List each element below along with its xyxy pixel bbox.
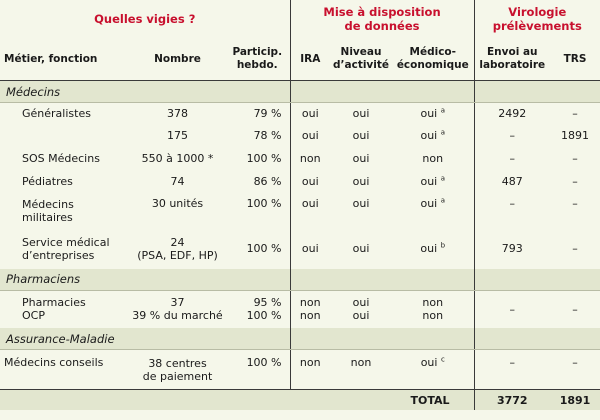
col-header-medico-line2: économique bbox=[396, 59, 469, 71]
table-row bbox=[0, 103, 600, 125]
cell-ira: oui bbox=[290, 193, 330, 229]
cell-envoi: – bbox=[474, 290, 550, 328]
cell-trs: – bbox=[572, 174, 578, 188]
cell-metier: SOS Médecins bbox=[22, 151, 100, 165]
cell-nombre: 30 unités bbox=[151, 196, 204, 210]
cell-envoi: – bbox=[474, 147, 550, 170]
col-header-particip-line2: hebdo. bbox=[236, 59, 278, 71]
group-header-vigies bbox=[0, 0, 290, 38]
cell-medico-value: oui bbox=[420, 107, 438, 121]
cell-ira: oui bbox=[290, 170, 330, 193]
cell-particip: 86 % bbox=[253, 174, 282, 188]
cell-envoi: – bbox=[474, 125, 550, 147]
cell-medico bbox=[392, 170, 474, 193]
cell-particip bbox=[225, 290, 290, 328]
table-row bbox=[0, 290, 600, 328]
cell-ira-line2: non bbox=[299, 309, 321, 323]
cell-ira: oui bbox=[290, 103, 330, 125]
cell-medico bbox=[392, 290, 474, 328]
cell-trs: – bbox=[572, 107, 578, 121]
cell-ira bbox=[290, 290, 330, 328]
col-header-envoi-line2: laboratoire bbox=[479, 59, 546, 71]
cell-trs: – bbox=[572, 302, 578, 316]
cell-metier-line1: Médecins bbox=[22, 197, 74, 211]
cell-nombre: 378 bbox=[167, 107, 188, 121]
cell-envoi: – bbox=[474, 193, 550, 229]
footnote-mark: a bbox=[440, 195, 446, 204]
cell-metier: Généralistes bbox=[22, 107, 91, 121]
cell-niveau: oui bbox=[352, 196, 370, 210]
category-row-pharmaciens bbox=[0, 269, 600, 291]
cell-particip: 79 % bbox=[253, 107, 282, 121]
group-header-donnees bbox=[290, 0, 474, 38]
cell-niveau: oui bbox=[352, 107, 370, 121]
footnote-mark: a bbox=[440, 128, 446, 137]
cell-medico-value: oui bbox=[420, 129, 438, 142]
table-row bbox=[0, 350, 600, 390]
column-header-row bbox=[0, 38, 600, 81]
group-header-donnees-line2: de données bbox=[344, 19, 420, 33]
col-header-metier: Métier, fonction bbox=[0, 38, 130, 81]
col-header-trs: TRS bbox=[550, 38, 600, 81]
cell-niveau: oui bbox=[352, 151, 370, 165]
cell-medico: non bbox=[422, 151, 444, 165]
cell-metier-line2: d’entreprises bbox=[22, 248, 95, 262]
cell-metier-line1: Service médical bbox=[22, 235, 110, 249]
cell-ira: oui bbox=[290, 229, 330, 269]
col-header-particip-line1: Particip. bbox=[232, 46, 283, 58]
cell-envoi: 2492 bbox=[474, 103, 550, 125]
cell-medico bbox=[392, 229, 474, 269]
category-label-assurance: Assurance-Maladie bbox=[0, 328, 290, 350]
cell-ira: non bbox=[290, 147, 330, 170]
cell-nombre-line2: de paiement bbox=[142, 369, 213, 383]
footnote-mark: b bbox=[440, 241, 446, 250]
cell-particip-line2: 100 % bbox=[246, 309, 282, 323]
cell-medico-value: oui bbox=[420, 242, 438, 255]
col-header-ira: IRA bbox=[290, 38, 330, 81]
table-row bbox=[0, 170, 600, 193]
table-row bbox=[0, 147, 600, 170]
cell-nombre-line1: 24 bbox=[170, 235, 185, 249]
footnote-mark: a bbox=[440, 106, 446, 115]
cell-nombre bbox=[130, 350, 225, 390]
group-header-row bbox=[0, 0, 600, 38]
cell-trs: – bbox=[572, 196, 578, 210]
cell-trs: 1891 bbox=[561, 129, 590, 142]
cell-medico-value: oui bbox=[420, 196, 438, 210]
total-trs: 1891 bbox=[550, 390, 600, 411]
total-envoi: 3772 bbox=[474, 390, 550, 411]
category-row-assurance bbox=[0, 328, 600, 350]
cell-particip: 78 % bbox=[253, 129, 282, 142]
table-row bbox=[0, 193, 600, 229]
cell-metier: Médecins conseils bbox=[4, 356, 104, 369]
category-label-medecins: Médecins bbox=[0, 81, 290, 103]
cell-trs: – bbox=[572, 151, 578, 165]
cell-nombre bbox=[130, 229, 225, 269]
col-header-niveau-line1: Niveau bbox=[340, 46, 382, 58]
cell-metier-line1: Pharmacies bbox=[22, 296, 86, 310]
cell-envoi: 487 bbox=[474, 170, 550, 193]
cell-nombre bbox=[130, 290, 225, 328]
cell-medico bbox=[392, 125, 474, 147]
cell-metier: Pédiatres bbox=[22, 174, 73, 188]
category-row-medecins bbox=[0, 81, 600, 103]
col-header-nombre: Nombre bbox=[130, 38, 225, 81]
cell-particip: 100 % bbox=[246, 356, 282, 369]
col-header-envoi-line1: Envoi au bbox=[487, 46, 538, 58]
group-header-vigies-label: Quelles vigies ? bbox=[94, 12, 196, 26]
cell-nombre-line2: (PSA, EDF, HP) bbox=[137, 248, 218, 262]
group-header-donnees-line1: Mise à disposition bbox=[323, 5, 441, 19]
cell-niveau: oui bbox=[352, 174, 370, 188]
cell-niveau-line2: oui bbox=[352, 309, 370, 323]
cell-particip: 100 % bbox=[246, 151, 282, 165]
table-row bbox=[0, 229, 600, 269]
footnote-mark: c bbox=[440, 355, 445, 364]
cell-metier bbox=[0, 193, 130, 229]
footnote-mark: a bbox=[440, 173, 446, 182]
cell-niveau: oui bbox=[352, 242, 370, 255]
col-header-medico-line1: Médico- bbox=[409, 46, 456, 58]
col-header-niveau-line2: d’activité bbox=[333, 59, 390, 71]
cell-medico-value: oui bbox=[420, 356, 438, 369]
cell-nombre: 74 bbox=[170, 174, 185, 188]
cell-nombre-line1: 37 bbox=[170, 296, 185, 310]
col-header-medico bbox=[392, 38, 474, 81]
cell-medico-value: oui bbox=[420, 174, 438, 188]
col-header-particip bbox=[225, 38, 290, 81]
category-label-pharmaciens: Pharmaciens bbox=[0, 269, 290, 291]
cell-particip-line1: 95 % bbox=[253, 296, 282, 310]
cell-niveau: oui bbox=[352, 129, 370, 142]
cell-niveau bbox=[330, 290, 392, 328]
cell-particip: 100 % bbox=[246, 242, 282, 255]
cell-trs: – bbox=[572, 356, 578, 369]
cell-niveau: non bbox=[350, 356, 372, 369]
group-header-virologie-line1: Virologie bbox=[508, 5, 567, 19]
cell-envoi: 793 bbox=[474, 229, 550, 269]
total-row bbox=[0, 390, 600, 411]
total-label: TOTAL bbox=[0, 390, 474, 411]
group-header-virologie bbox=[474, 0, 600, 38]
cell-metier-line2: militaires bbox=[22, 210, 73, 224]
cell-nombre-line2: 39 % du marché bbox=[132, 309, 223, 323]
cell-medico-line2: non bbox=[422, 309, 444, 323]
cell-trs: – bbox=[572, 242, 578, 255]
cell-envoi: – bbox=[474, 350, 550, 390]
cell-medico bbox=[392, 103, 474, 125]
cell-ira: oui bbox=[290, 125, 330, 147]
cell-medico bbox=[392, 193, 474, 229]
cell-metier bbox=[0, 229, 130, 269]
cell-metier-line2: OCP bbox=[22, 309, 45, 323]
cell-ira: non bbox=[290, 350, 330, 390]
cell-niveau-line1: oui bbox=[352, 296, 370, 310]
table-row bbox=[0, 125, 600, 147]
cell-nombre-line1: 38 centres bbox=[148, 356, 207, 370]
group-header-virologie-line2: prélèvements bbox=[492, 19, 582, 33]
cell-medico bbox=[392, 350, 474, 390]
cell-nombre: 550 à 1000 * bbox=[141, 151, 214, 165]
cell-nombre: 175 bbox=[167, 129, 188, 142]
cell-medico-line1: non bbox=[422, 296, 444, 310]
col-header-envoi bbox=[474, 38, 550, 81]
cell-metier bbox=[0, 290, 130, 328]
cell-ira-line1: non bbox=[299, 296, 321, 310]
cell-particip: 100 % bbox=[246, 196, 282, 210]
col-header-niveau bbox=[330, 38, 392, 81]
